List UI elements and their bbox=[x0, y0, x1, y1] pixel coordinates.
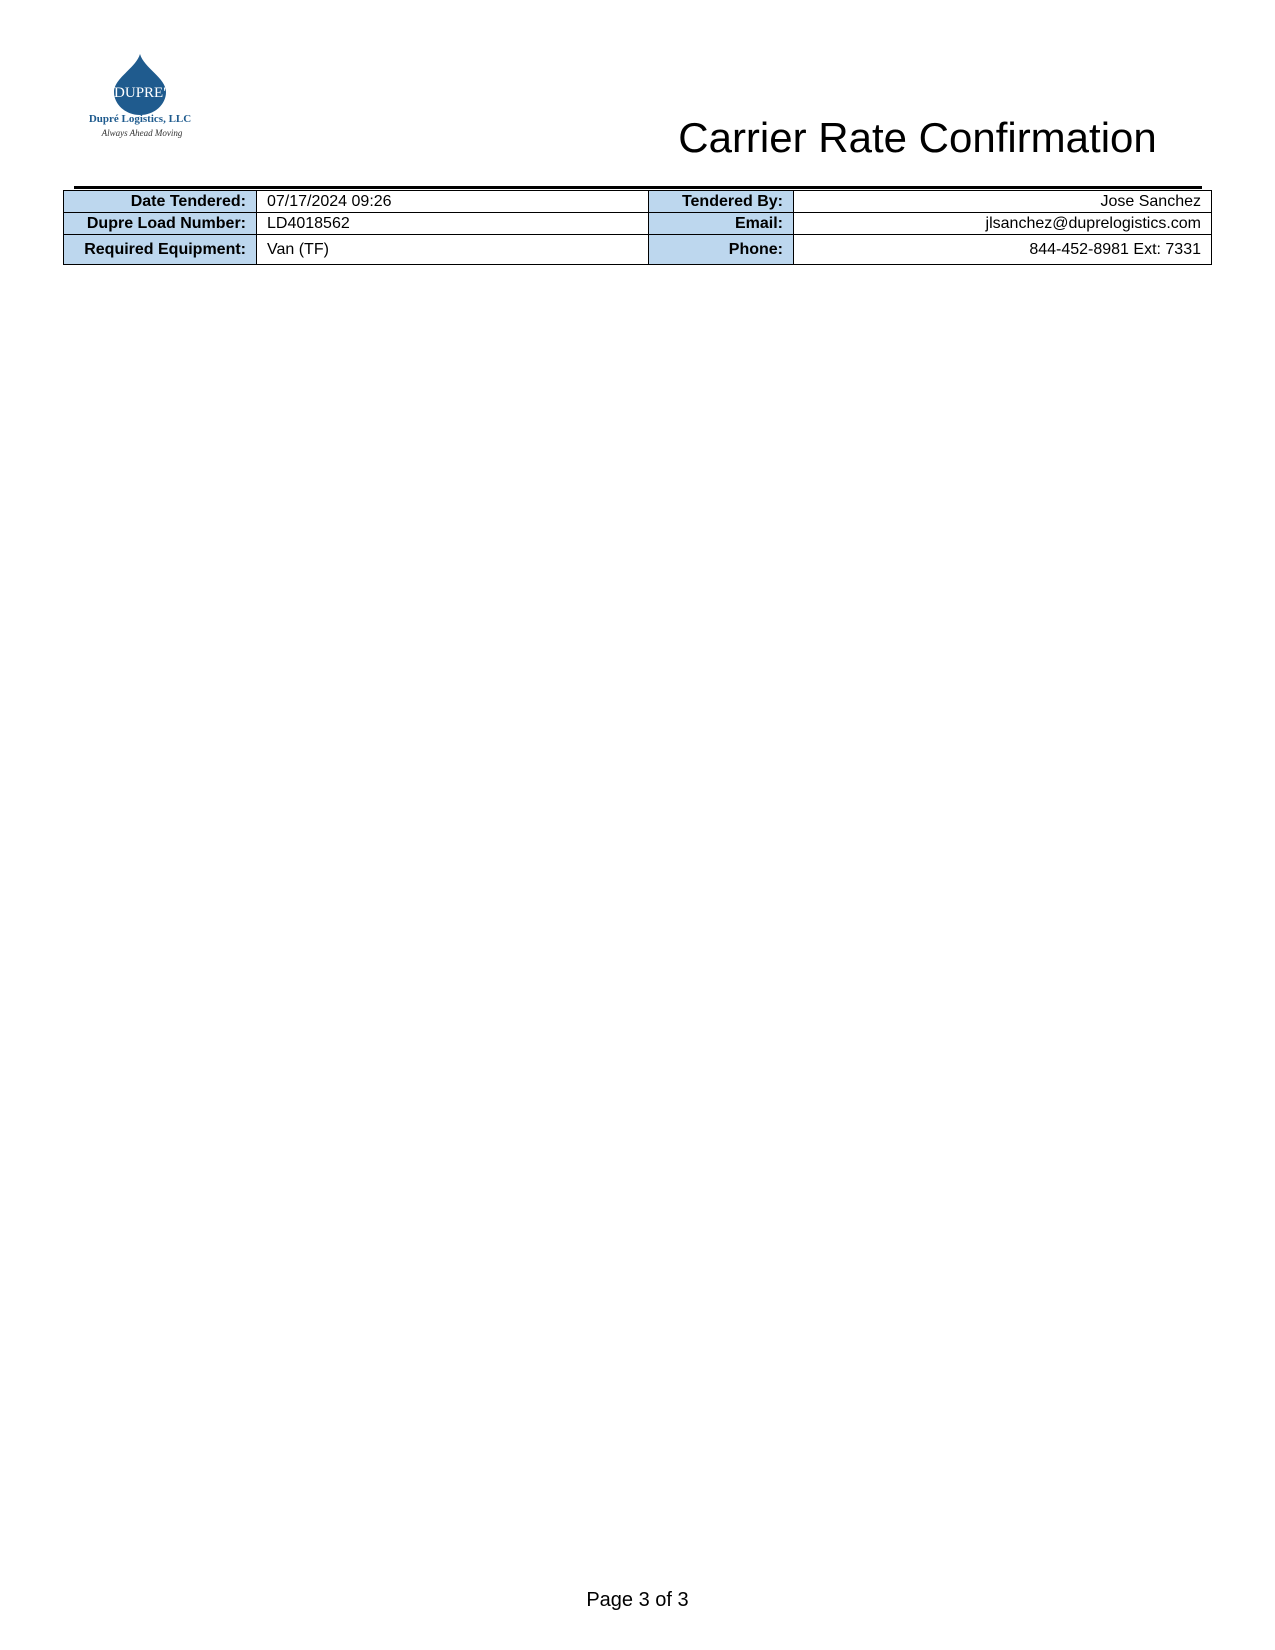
load-number-label: Dupre Load Number: bbox=[64, 213, 257, 235]
equipment-label: Required Equipment: bbox=[64, 235, 257, 265]
svg-text:DUPRE': DUPRE' bbox=[114, 85, 166, 101]
tender-info-table bbox=[63, 190, 1212, 265]
load-number-value: LD4018562 bbox=[257, 213, 649, 235]
table-row bbox=[64, 235, 1212, 265]
svg-text:Dupré Logistics, LLC: Dupré Logistics, LLC bbox=[88, 113, 192, 125]
header-divider bbox=[74, 186, 1202, 189]
company-logo bbox=[80, 52, 200, 147]
tendered-by-value: Jose Sanchez bbox=[794, 191, 1212, 213]
table-row bbox=[64, 191, 1212, 213]
phone-value: 844-452-8981 Ext: 7331 bbox=[794, 235, 1212, 265]
table-row bbox=[64, 213, 1212, 235]
email-label: Email: bbox=[649, 213, 794, 235]
tendered-by-label: Tendered By: bbox=[649, 191, 794, 213]
date-tendered-label: Date Tendered: bbox=[64, 191, 257, 213]
email-value: jlsanchez@duprelogistics.com bbox=[794, 213, 1212, 235]
svg-text:Always Ahead Moving: Always Ahead Moving bbox=[101, 128, 183, 138]
equipment-value: Van (TF) bbox=[257, 235, 649, 265]
date-tendered-value: 07/17/2024 09:26 bbox=[257, 191, 649, 213]
phone-label: Phone: bbox=[649, 235, 794, 265]
page-number: Page 3 of 3 bbox=[586, 1589, 689, 1611]
document-title: Carrier Rate Confirmation bbox=[678, 114, 1157, 161]
